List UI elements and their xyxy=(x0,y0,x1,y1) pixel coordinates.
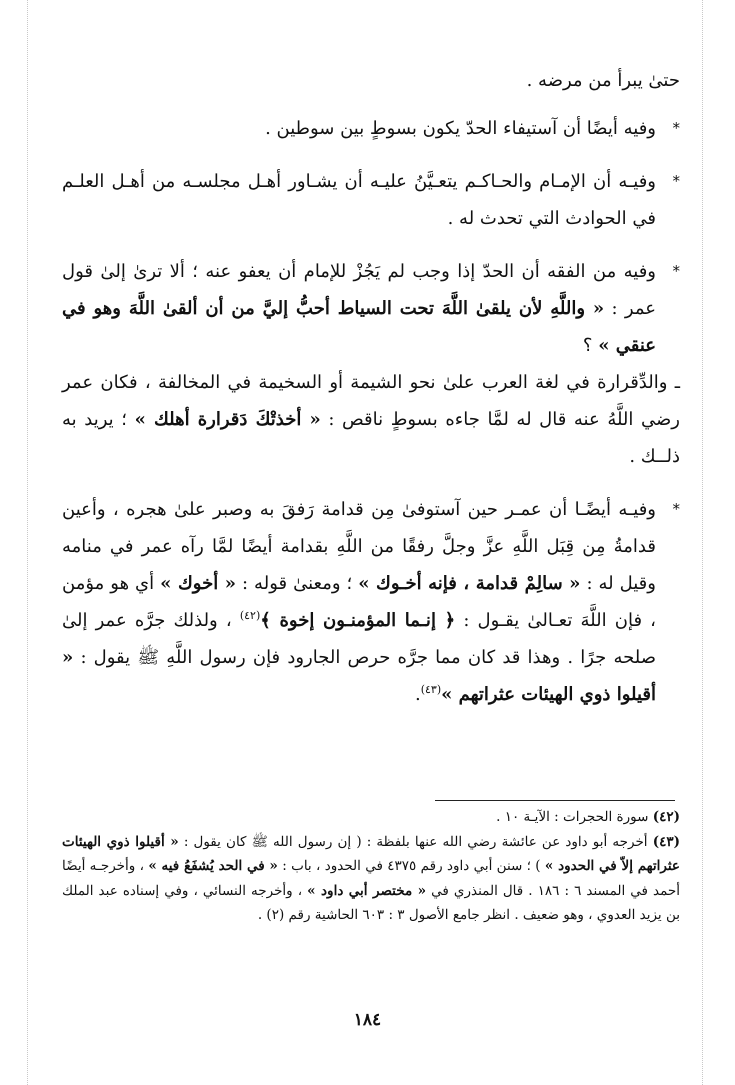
left-margin-dotted-line xyxy=(27,0,28,1085)
footnote-42: (٤٢) سورة الحجرات : الآيـة ١٠ . xyxy=(496,809,680,825)
bullet-star-icon: * xyxy=(672,119,680,137)
paragraph-dash-note: ـ والدِّقرارة في لغة العرب علىٰ نحو الشيمة أو السخيمة في المخالفة ، فكان عمر رضي اللَّهُ عنه قال له لمَّا جاءه بسوطٍ ناقص : « أخذتْكَ دَقرارة أهلك » ؛ يريد به ذلــك . xyxy=(62,372,680,467)
bullet-star-icon: * xyxy=(672,500,680,518)
hadith-quote: « أقيلوا ذوي الهيئات عثراتهم » xyxy=(62,647,656,705)
quote-salim-qudama: « سالِمْ قدامة ، فإنه أخـوك » xyxy=(358,573,581,594)
bullet-star-icon: * xyxy=(672,262,680,280)
quote-akhuk: « أخوك » xyxy=(160,573,236,594)
footnote-43: (٤٣) أخرجه أبو داود عن عائشة رضي الله عنها بلفظة : ( إن رسول الله ﷺ كان يقول : « أقيلوا ذوي الهيئات عثراتهم إلاّ في الحدود » ) ؛ سنن أبي داود رقم ٤٣٧٥ في الحدود ، باب : « في الحد يُشفَعُ فيه » ، وأخرجـه أيضًا أحمد في المسند ٦ : ١٨٦ . قال المنذري في « مختصر أبي داود » ، وأخرجه النسائي ، وفي إسناده عبد الملك بن يزيد العدوي ، وهو ضعيف . انظر جامع الأصول ٣ : ٦٠٣ الحاشية رقم (٢) . xyxy=(62,833,681,923)
paragraph-continuation: حتىٰ يبرأ من مرضه . xyxy=(526,70,680,91)
paragraph-bullet-3: * وفيه من الفقه أن الحدّ إذا وجب لم يَجُزْ للإمام أن يعفو عنه ؛ ألا ترىٰ إلىٰ قول عمر : « واللَّهِ لأن يلقىٰ اللَّهَ تحت السياط أحبُّ إليَّ من أن ألقىٰ اللَّهَ وهو في عنقي » ؟ xyxy=(62,253,680,364)
page-number: ١٨٤ xyxy=(353,1010,382,1030)
paragraph-bullet-2: * وفيـه أن الإمـام والحـاكـم يتعـيَّنُ عليـه أن يشـاور أهـل مجلسـه من أهـل العلـم في الحوادث التي تحدث له . xyxy=(62,163,680,237)
quote-dakrara: « أخذتْكَ دَقرارة أهلك » xyxy=(134,409,321,430)
bullet-star-icon: * xyxy=(672,172,680,190)
paragraph-bullet-1: * وفيه أيضًا أن آستيفاء الحدّ يكون بسوطٍ بين سوطين . xyxy=(62,110,680,147)
paragraph-bullet-4: * وفيـه أيضًـا أن عمـر حين آستوفىٰ مِن قدامة رَفقَ به وصبر علىٰ هجره ، وأعين قدامةُ مِن قِبَل اللَّهِ عزَّ وجلَّ رفقًا من اللَّهِ بقدامة أيضًا لمَّا رآه عمر في منامه وقيل له : « سالِمْ قدامة ، فإنه أخـوك » ؛ ومعنىٰ قوله : « أخوك » أي هو مؤمن ، فإن اللَّهَ تعـالىٰ يقـول : ﴿ إنـما المؤمنـون إخوة ﴾$^{(٤٢)}$ ، ولذلك جرَّه عمر إلىٰ صلحه جرًا . وهذا قد كان مما جرَّه حرص الجارود فإن رسول اللَّهِ ﷺ يقول : « أقيلوا ذوي الهيئات عثراتهم »$^{(٤٣)}$. xyxy=(62,491,680,713)
main-text xyxy=(62,62,680,713)
footnote-ref-43[interactable]: (٤٣) xyxy=(420,683,442,696)
quote-umar: « واللَّهِ لأن يلقىٰ اللَّهَ تحت السياط أحبُّ إليَّ من أن ألقىٰ اللَّهَ وهو في عنقي » xyxy=(62,298,656,356)
footnote-separator xyxy=(435,800,675,801)
footnotes xyxy=(62,805,680,928)
right-margin-dotted-line xyxy=(702,0,703,1085)
footnote-ref-42[interactable]: (٤٢) xyxy=(239,609,261,622)
quran-quote: ﴿ إنـما المؤمنـون إخوة ﴾ xyxy=(260,610,456,631)
